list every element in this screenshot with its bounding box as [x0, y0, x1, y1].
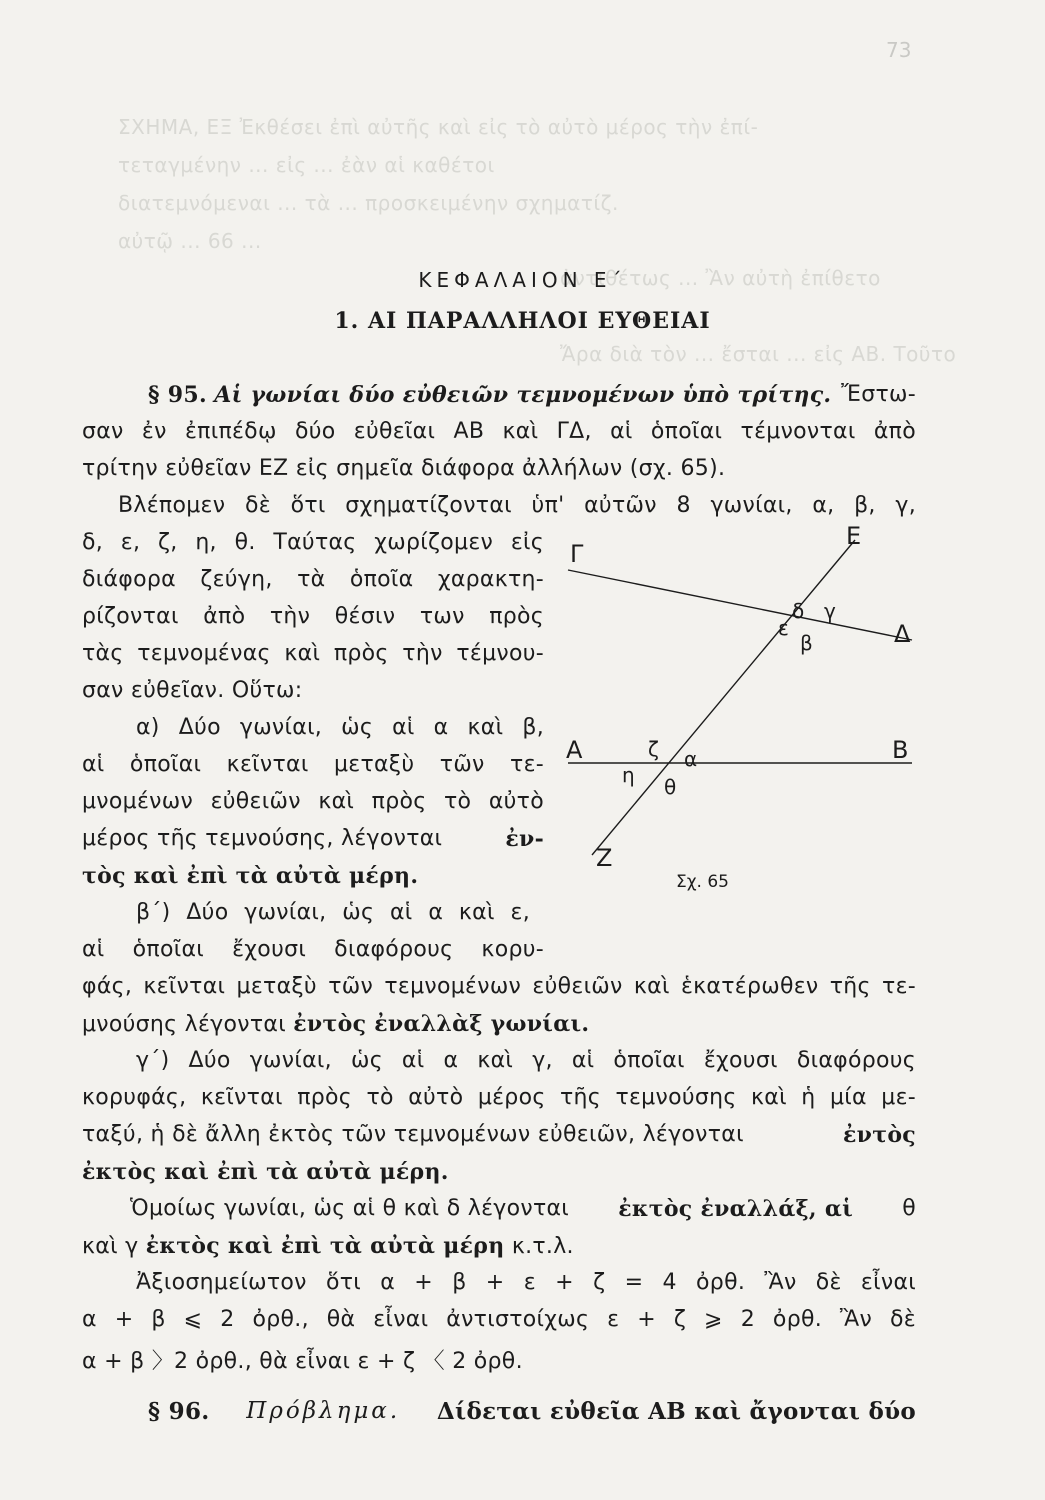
line: α + β 〉2 ὀρθ., θὰ εἶναι ε + ζ 〈 2 ὀρθ.	[82, 1349, 523, 1374]
point-label-A: Α	[566, 736, 583, 764]
line: ἐκτὸς καὶ ἐπὶ τὰ αὐτὰ μέρη.	[82, 1159, 449, 1185]
line: τὰς τεμνομένας καὶ πρὸς τὴν τέμνου-	[82, 641, 544, 666]
line: α + β ⩽ 2 ὀρθ., θὰ εἶναι ἀντιστοίχως ε + ζ ⩾ 2 ὀρθ. Ἂν δὲ	[82, 1307, 916, 1332]
text: κ.τ.λ.	[511, 1234, 574, 1259]
section-title: 1. ΑΙ ΠΑΡΑΛΛΗΛΟΙ ΕΥΘΕΙΑΙ	[334, 308, 711, 334]
line	[130, 1196, 916, 1222]
bleed-line: αὐτῷ ... 66 ...	[118, 229, 262, 253]
line: διάφορα ζεύγη, τὰ ὁποῖα χαρακτη-	[82, 567, 544, 592]
section-heading: Αἱ γωνίαι δύο εὐθειῶν τεμνομένων ὑπὸ τρίτης.	[214, 382, 832, 408]
point-label-E: Ε	[846, 522, 862, 550]
line: γ΄) Δύο γωνίαι, ὡς αἱ α καὶ γ, αἱ ὁποῖαι ἔχουσι διαφόρους	[136, 1048, 916, 1073]
chapter-heading: ΚΕΦΑΛΑΙΟΝ Ε΄	[418, 268, 627, 292]
line: φάς, κεῖνται μεταξὺ τῶν τεμνομένων εὐθειῶν καὶ ἑκατέρωθεν τῆς τε-	[82, 974, 916, 999]
text: Ὁμοίως γωνίαι, ὡς αἱ θ καὶ δ λέγονται	[130, 1196, 570, 1221]
bleed-line: ΣΧΗΜΑ, ΕΞ Ἐκθέσει ἐπὶ αὐτῆς καὶ εἰς τὸ αὐτὸ μέρος τὴν ἐπί-	[118, 115, 759, 139]
angle-label-zeta: ζ	[648, 737, 659, 761]
problem-text: Δίδεται εὐθεῖα ΑΒ καὶ ἄγονται δύο	[436, 1398, 916, 1425]
point-label-B: Β	[892, 736, 909, 764]
emphasis: ἐκτὸς καὶ ἐπὶ τὰ αὐτὰ μέρη	[145, 1233, 505, 1259]
angle-label-theta: θ	[664, 775, 677, 799]
text: ταξύ, ἡ δὲ ἄλλη ἐκτὸς τῶν τεμνομένων εὐθειῶν, λέγονται	[82, 1122, 744, 1147]
line: β΄) Δύο γωνίαι, ὡς αἱ α καὶ ε,	[136, 900, 530, 925]
angle-label-gamma: γ	[824, 599, 836, 623]
line	[82, 1233, 574, 1259]
bleed-line: διατεμνόμεναι ... τὰ ... προσκειμένην σχηματίζ.	[118, 191, 619, 215]
line: σαν ἐν ἐπιπέδῳ δύο εὐθεῖαι ΑΒ καὶ ΓΔ, αἱ ὁποῖαι τέμνονται ἀπὸ	[82, 419, 916, 444]
line: δ, ε, ζ, η, θ. Ταύτας χωρίζομεν εἰς	[82, 530, 544, 555]
emphasis: ἐκτὸς ἐναλλάξ, αἱ	[618, 1196, 854, 1222]
line: αἱ ὁποῖαι κεῖνται μεταξὺ τῶν τε-	[82, 752, 544, 777]
line: τὸς καὶ ἐπὶ τὰ αὐτὰ μέρη.	[82, 863, 419, 889]
line: Βλέπομεν δὲ ὅτι σχηματίζονται ὑπ' αὐτῶν 8 γωνίαι, α, β, γ,	[118, 493, 916, 518]
bleed-line: Ἄρα διὰ τὸν ... ἔσται ... εἰς ΑΒ. Τοῦτο	[560, 342, 957, 366]
text: μνούσης λέγονται	[82, 1012, 286, 1037]
angle-label-eta: η	[622, 763, 635, 787]
line	[82, 1011, 589, 1037]
text: θ	[902, 1196, 916, 1221]
angle-label-delta: δ	[792, 599, 805, 623]
angle-label-epsilon: ε	[778, 616, 789, 640]
emphasis: ἐντὸς	[842, 1122, 916, 1148]
angle-label-alpha: α	[684, 747, 698, 771]
problem-label: Πρόβλημα.	[246, 1398, 401, 1424]
emphasis: ἐντὸς ἐναλλὰξ γωνίαι.	[293, 1011, 590, 1037]
line	[148, 382, 916, 408]
figure-caption: Σχ. 65	[676, 872, 730, 892]
point-label-Z: Ζ	[596, 844, 613, 872]
heading-95	[148, 382, 831, 408]
section-number: § 95.	[148, 382, 207, 408]
line: αἱ ὁποῖαι ἔχουσι διαφόρους κορυ-	[82, 937, 544, 962]
line: σαν εὐθεῖαν. Οὕτω:	[82, 678, 303, 703]
line	[82, 826, 544, 852]
line: μνομένων εὐθειῶν καὶ πρὸς τὸ αὐτὸ	[82, 789, 544, 814]
figure-65	[550, 520, 930, 890]
bleed-line: τεταγμένην ... εἰς ... ἐὰν αἱ καθέτοι	[118, 153, 495, 177]
line: α) Δύο γωνίαι, ὡς αἱ α καὶ β,	[136, 715, 544, 740]
line: τρίτην εὐθεῖαν ΕΖ εἰς σημεῖα διάφορα ἀλλήλων (σχ. 65).	[82, 456, 726, 481]
angle-label-beta: β	[800, 631, 813, 655]
text: μέρος τῆς τεμνούσης, λέγονται	[82, 826, 443, 851]
line: κορυφάς, κεῖνται πρὸς τὸ αὐτὸ μέρος τῆς τεμνούσης καὶ ἡ μία με-	[82, 1085, 916, 1110]
section-number: § 96.	[148, 1398, 210, 1425]
line: Ἀξιοσημείωτον ὅτι α + β + ε + ζ = 4 ὀρθ. Ἂν δὲ εἶναι	[136, 1270, 916, 1295]
line-GD	[568, 570, 912, 640]
line: ρίζονται ἀπὸ τὴν θέσιν των πρὸς	[82, 604, 544, 629]
point-label-D: Δ	[894, 620, 911, 648]
line	[82, 1122, 916, 1148]
page-number: 73	[886, 38, 912, 62]
text: Ἔστω-	[841, 382, 916, 407]
paragraph-96	[148, 1398, 916, 1425]
line-EZ	[592, 540, 855, 855]
bleed-line: ἀντιθέτως ... Ἂν αὐτὴ ἐπίθετο	[560, 266, 881, 290]
point-label-G: Γ	[570, 540, 584, 568]
text: καὶ γ	[82, 1234, 139, 1259]
emphasis: ἐν-	[505, 826, 544, 852]
